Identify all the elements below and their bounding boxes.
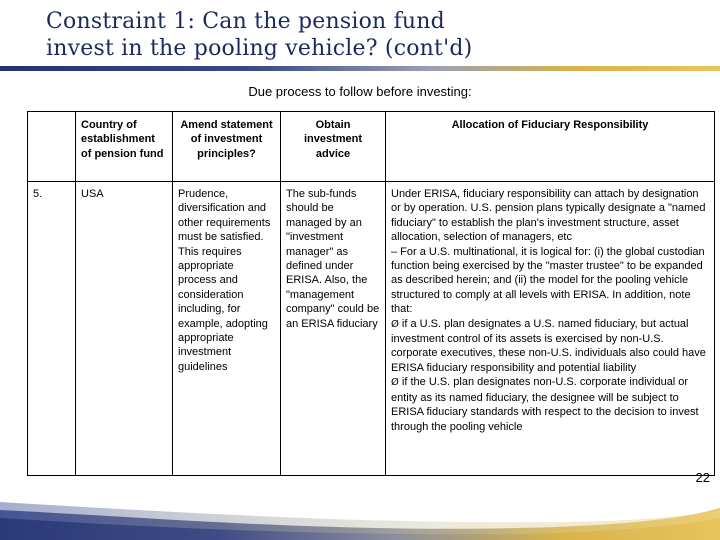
allocation-bullet-1-text: if a U.S. plan designates a U.S. named fiduciary, but actual investment control of its assets is exercised by non-U.S. corporate executives, these non-U.S. individuals also could have ERISA fiduciary responsibility and potential liability (391, 317, 706, 374)
allocation-bullet-1 (391, 317, 709, 376)
slide-title-line-1: Constraint 1: Can the pension fund (46, 9, 445, 34)
table-row (28, 182, 715, 476)
header-country: Country of establishment of pension fund (76, 112, 173, 182)
header-number (28, 112, 76, 182)
due-process-table (27, 111, 715, 476)
slide-title-line-2: invest in the pooling vehicle? (cont'd) (46, 36, 473, 61)
arrow-bullet-icon: Ø (391, 377, 399, 389)
allocation-paragraph-2: – For a U.S. multinational, it is logical for: (i) the global custodian function being exercised by the "master trustee" to be expanded as described herein; and (ii) the model for the pooling vehicle structured to comply at all levels with ERISA. In addition, note that: (391, 245, 705, 316)
slide-title (46, 8, 706, 62)
allocation-bullet-2 (391, 375, 709, 434)
decorative-bottom-band (0, 488, 720, 540)
table-header-row (28, 112, 715, 182)
allocation-bullet-2-text: if the U.S. plan designates non-U.S. corporate individual or entity as its named fiduciary, the designee will be subject to ERISA fiduciary standards with respect to the decision to invest through the pooling vehicle (391, 376, 699, 433)
allocation-paragraph-1: Under ERISA, fiduciary responsibility can attach by designation or by operation. U.S. pension plans typically designate a "named fiduciary" to establish the plan's investment structure, asset allocation, selection of managers, etc (391, 188, 706, 244)
page-number: 22 (695, 470, 710, 485)
row-country: USA (76, 182, 173, 476)
row-number: 5. (28, 182, 76, 476)
header-amend-sip: Amend statement of investment principles? (173, 112, 281, 182)
row-amend-sip: Prudence, diversification and other requirements must be satisfied. This requires appropriate process and consideration including, for example, adopting appropriate investment guidelines (173, 182, 281, 476)
slide-subtitle: Due process to follow before investing: (248, 84, 472, 99)
row-investment-advice: The sub-funds should be managed by an "investment manager" as defined under ERISA. Also, the "management company" could be an ERISA fiduciary (281, 182, 386, 476)
arrow-bullet-icon: Ø (391, 318, 399, 330)
row-fiduciary-allocation (386, 182, 715, 476)
title-underline-bar (0, 66, 720, 71)
header-fiduciary-allocation: Allocation of Fiduciary Responsibility (386, 112, 715, 182)
header-investment-advice: Obtain investment advice (281, 112, 386, 182)
